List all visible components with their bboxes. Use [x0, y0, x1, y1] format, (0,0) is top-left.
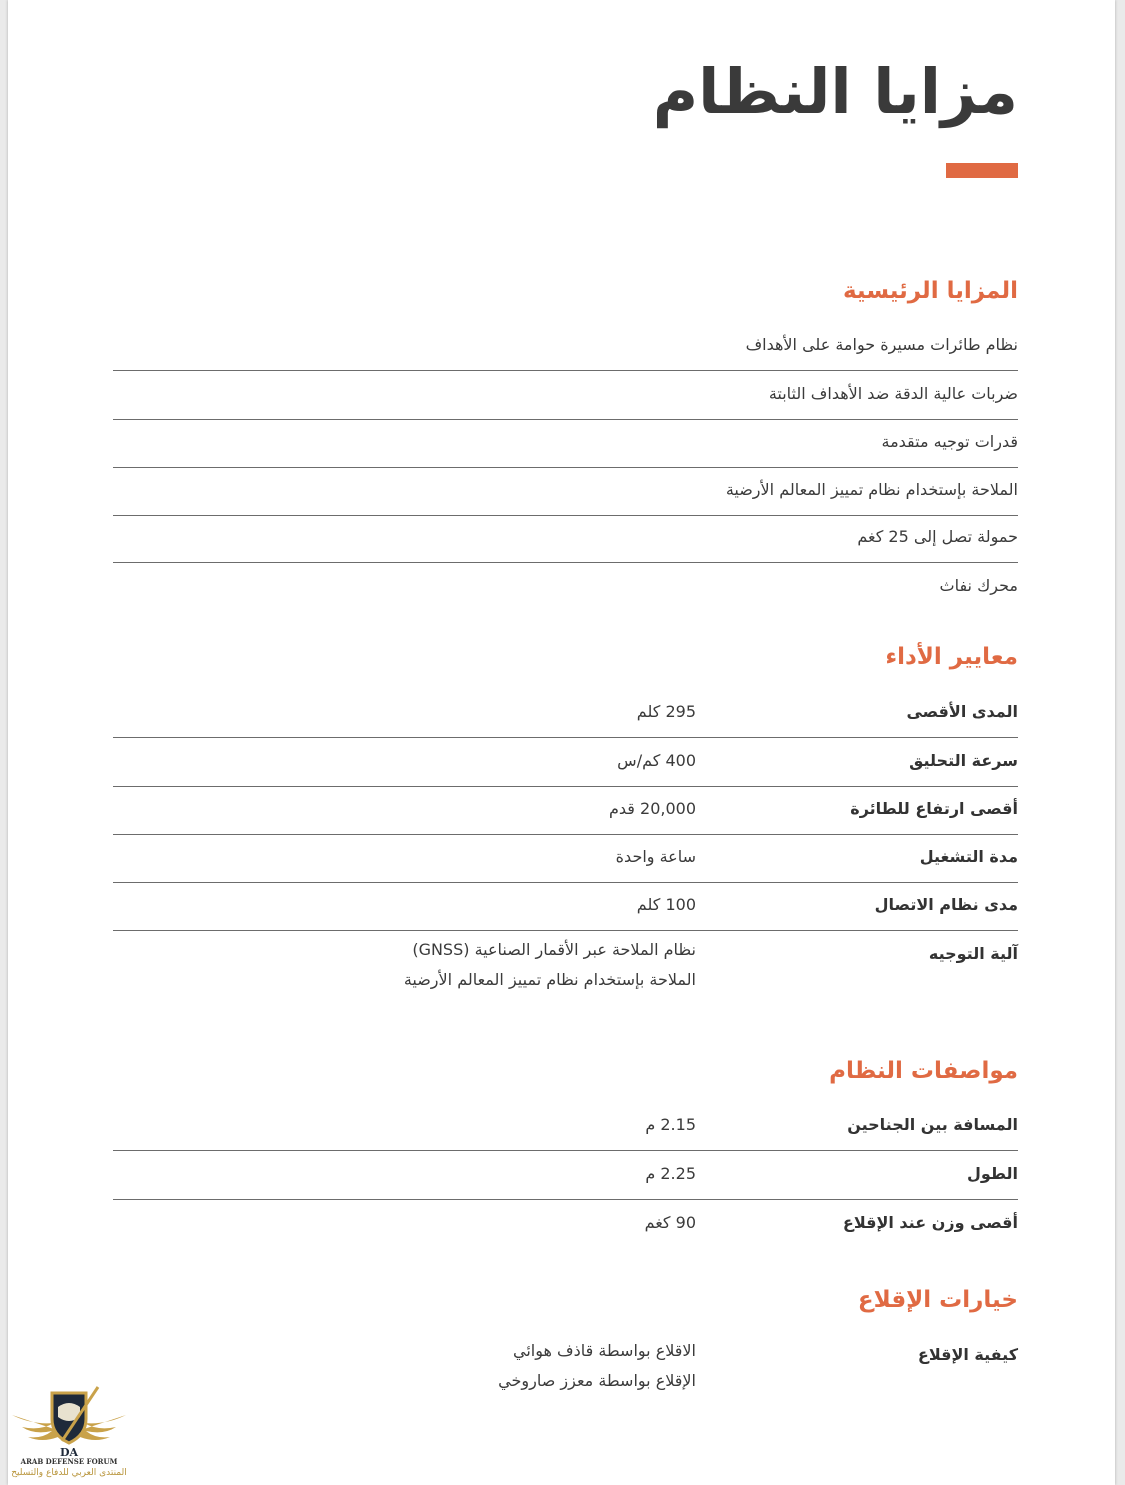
title-accent-bar — [946, 163, 1018, 178]
section-heading-performance: معايير الأداء — [885, 644, 1018, 670]
spec-label: أقصى ارتفاع للطائرة — [850, 799, 1018, 818]
table-row — [113, 738, 1018, 787]
list-item — [113, 419, 1018, 468]
svg-text:DA: DA — [59, 1446, 79, 1459]
table-row — [113, 1200, 1018, 1248]
spec-value: الإقلاع بواسطة معزز صاروخي — [498, 1371, 696, 1390]
spec-label: كيفية الإقلاع — [917, 1345, 1018, 1364]
spec-label: سرعة التحليق — [909, 751, 1018, 770]
spec-value: 2.15 م — [645, 1115, 696, 1134]
logo-name-ar: المنتدى العربي للدفاع والتسليح — [11, 1468, 127, 1478]
spec-label: الطول — [967, 1164, 1018, 1183]
feature-text: نظام طائرات مسيرة حوامة على الأهداف — [745, 335, 1018, 354]
arab-defense-forum-logo — [8, 1385, 130, 1485]
logo-name-en: ARAB DEFENSE FORUM — [20, 1457, 118, 1466]
table-row — [113, 689, 1018, 738]
spec-value: الملاحة بإستخدام نظام تمييز المعالم الأرضية — [403, 970, 696, 989]
table-row — [113, 1102, 1018, 1151]
page-title: مزايا النظام — [652, 55, 1018, 128]
spec-label: مدة التشغيل — [919, 847, 1018, 866]
table-row — [113, 834, 1018, 883]
spec-label: آلية التوجيه — [928, 944, 1018, 963]
spec-value: 20,000 قدم — [608, 799, 696, 818]
spec-label: مدى نظام الاتصال — [874, 895, 1018, 914]
feature-text: ضربات عالية الدقة ضد الأهداف الثابتة — [768, 384, 1018, 403]
spec-label: المسافة بين الجناحين — [847, 1115, 1018, 1134]
spec-value-list — [498, 1336, 696, 1396]
spec-value: الاقلاع بواسطة قاذف هوائي — [512, 1341, 696, 1360]
spec-value: 90 كغم — [644, 1213, 696, 1232]
spec-value: 2.25 م — [645, 1164, 696, 1183]
spec-value-list — [404, 935, 696, 995]
section-heading-launch: خيارات الإقلاع — [857, 1287, 1018, 1313]
spec-value: 100 كلم — [636, 895, 696, 914]
page-content — [113, 0, 1018, 1485]
feature-text: حمولة تصل إلى 25 كغم — [857, 527, 1018, 546]
table-row — [113, 1332, 1018, 1402]
spec-value: 295 كلم — [636, 702, 696, 721]
winged-shield-icon — [8, 1385, 130, 1459]
list-item — [113, 563, 1018, 611]
document-page — [8, 0, 1115, 1485]
spec-value: 400 كم/س — [617, 751, 696, 770]
table-row — [113, 786, 1018, 835]
list-item — [113, 322, 1018, 371]
list-item — [113, 467, 1018, 516]
feature-text: محرك نفاث — [939, 576, 1018, 595]
spec-value: ساعة واحدة — [615, 847, 696, 866]
section-heading-main-features: المزايا الرئيسية — [842, 278, 1018, 304]
spec-label: أقصى وزن عند الإقلاع — [842, 1213, 1018, 1232]
feature-text: قدرات توجيه متقدمة — [881, 432, 1018, 451]
list-item — [113, 371, 1018, 420]
spec-label: المدى الأقصى — [906, 702, 1018, 721]
list-item — [113, 514, 1018, 563]
table-row — [113, 1151, 1018, 1200]
table-row — [113, 882, 1018, 931]
table-row — [113, 931, 1018, 1001]
spec-value: نظام الملاحة عبر الأقمار الصناعية (GNSS) — [412, 940, 696, 959]
section-heading-specs: مواصفات النظام — [829, 1058, 1018, 1084]
feature-text: الملاحة بإستخدام نظام تمييز المعالم الأرضية — [725, 480, 1018, 499]
